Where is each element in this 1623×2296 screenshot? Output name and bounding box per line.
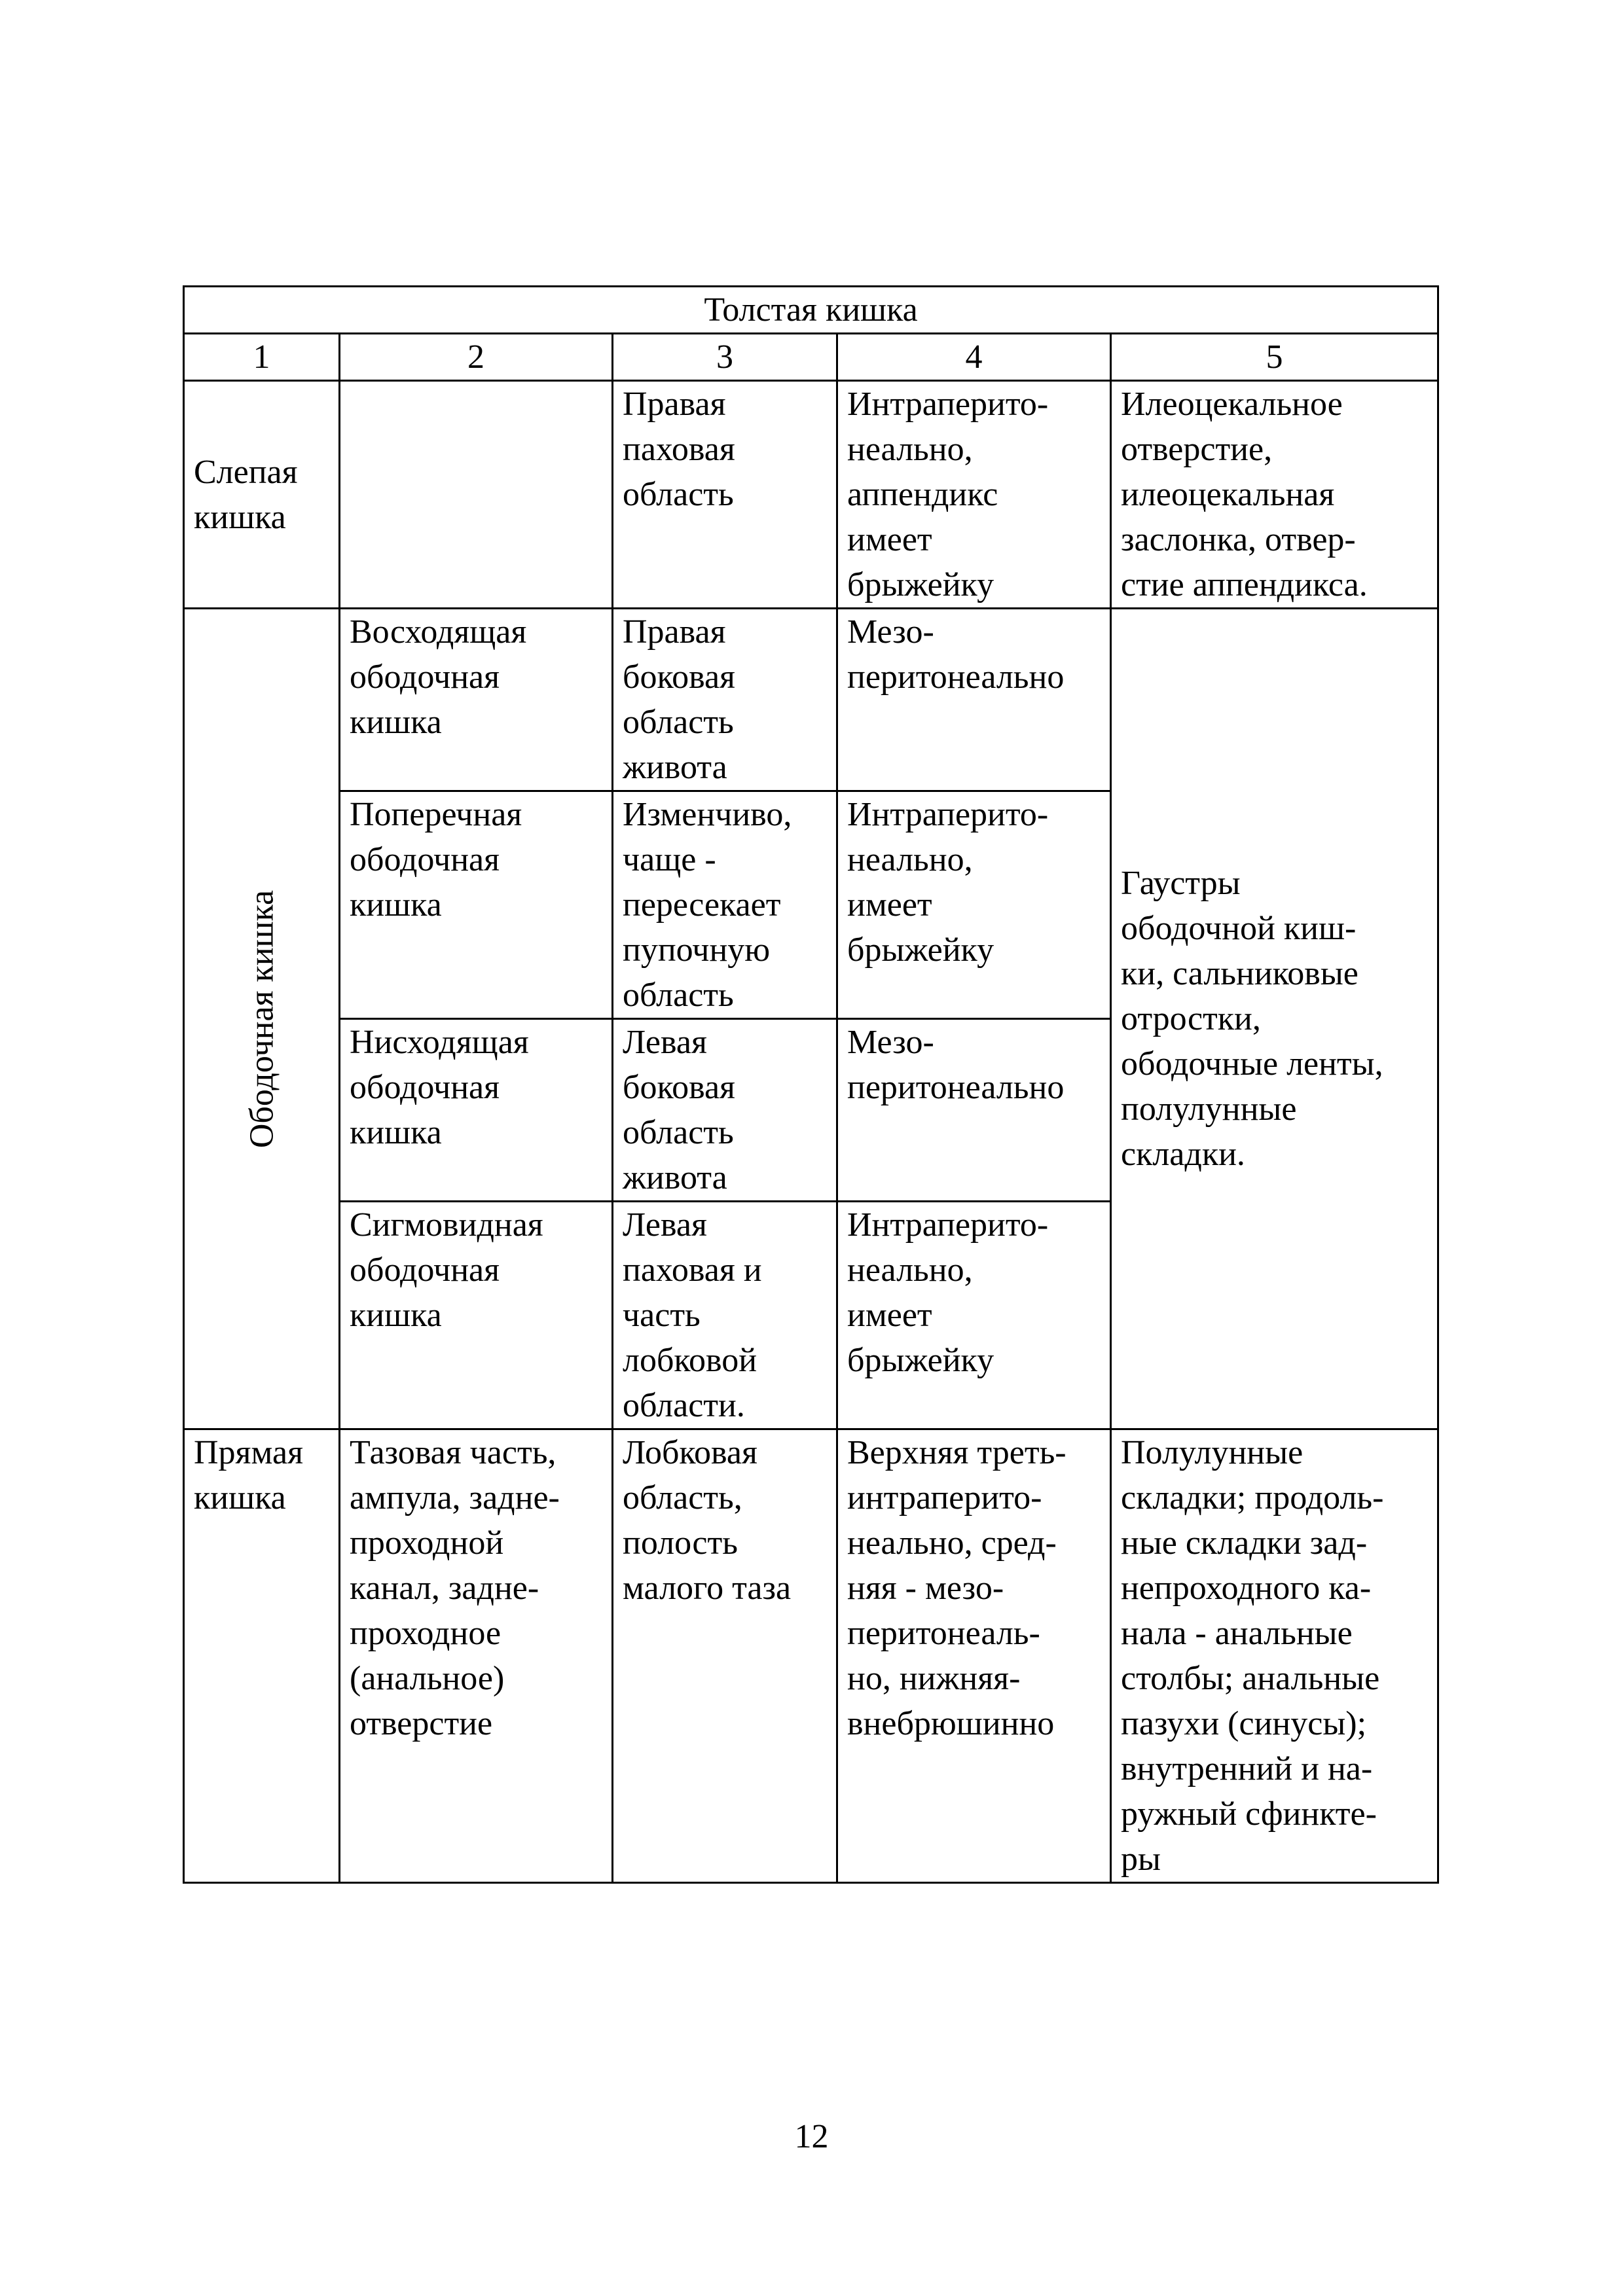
column-number-2: 2 [340,334,613,381]
rectum-position: Лобковая область, полость малого таза [613,1429,837,1883]
transverse-colon-position: Изменчиво, чаще - пересекает пупочную область [613,791,837,1019]
ascending-colon-name: Восходящая ободочная кишка [340,609,613,791]
descending-colon-peritoneum: Мезо- перитонеально [837,1019,1111,1202]
column-number-row [184,334,1438,381]
transverse-colon-peritoneum: Интраперито- неально, имеет брыжейку [837,791,1111,1019]
column-number-1: 1 [184,334,340,381]
sigmoid-colon-peritoneum: Интраперито- неально, имеет брыжейку [837,1202,1111,1429]
rectum-parts: Тазовая часть, ампула, задне- проходной канал, задне- проходное (анальное) отверстие [340,1429,613,1883]
large-intestine-table [183,285,1439,1884]
table-row-rectum [184,1429,1438,1883]
cecum-features: Илеоцекальное отверстие, илеоцекальная заслонка, отвер- стие аппендикса. [1111,381,1438,609]
cecum-peritoneum: Интраперито- неально, аппендикс имеет брыжейку [837,381,1111,609]
rectum-name: Прямая кишка [184,1429,340,1883]
page-number: 12 [794,2118,829,2155]
descending-colon-position: Левая боковая область живота [613,1019,837,1202]
rectum-features: Полулунные складки; продоль- ные складки зад- непроходного ка- нала - анальные столбы; анальные пазухи (синусы); внутренний и на- ружный сфинкте- ры [1111,1429,1438,1883]
column-number-3: 3 [613,334,837,381]
ascending-colon-position: Правая боковая область живота [613,609,837,791]
colon-group-cell [184,609,340,1429]
cecum-name: Слепая кишка [184,381,340,609]
rectum-peritoneum: Верхняя треть- интраперито- неально, сред- няя - мезо- перитонеаль- но, нижняя- внебрюшинно [837,1429,1111,1883]
colon-features: Гаустры ободочной киш- ки, сальниковые отростки, ободочные ленты, полулунные складки. [1111,609,1438,1429]
colon-group-label: Ободочная кишка [243,889,280,1148]
sigmoid-colon-position: Левая паховая и часть лобковой области. [613,1202,837,1429]
column-number-5: 5 [1111,334,1438,381]
cecum-parts-empty [340,381,613,609]
descending-colon-name: Нисходящая ободочная кишка [340,1019,613,1202]
transverse-colon-name: Поперечная ободочная кишка [340,791,613,1019]
cecum-position: Правая паховая область [613,381,837,609]
table-title-row [184,287,1438,334]
sigmoid-colon-name: Сигмовидная ободочная кишка [340,1202,613,1429]
table-row-ascending-colon [184,609,1438,791]
column-number-4: 4 [837,334,1111,381]
ascending-colon-peritoneum: Мезо- перитонеально [837,609,1111,791]
table-title: Толстая кишка [184,287,1438,334]
table-row-cecum [184,381,1438,609]
